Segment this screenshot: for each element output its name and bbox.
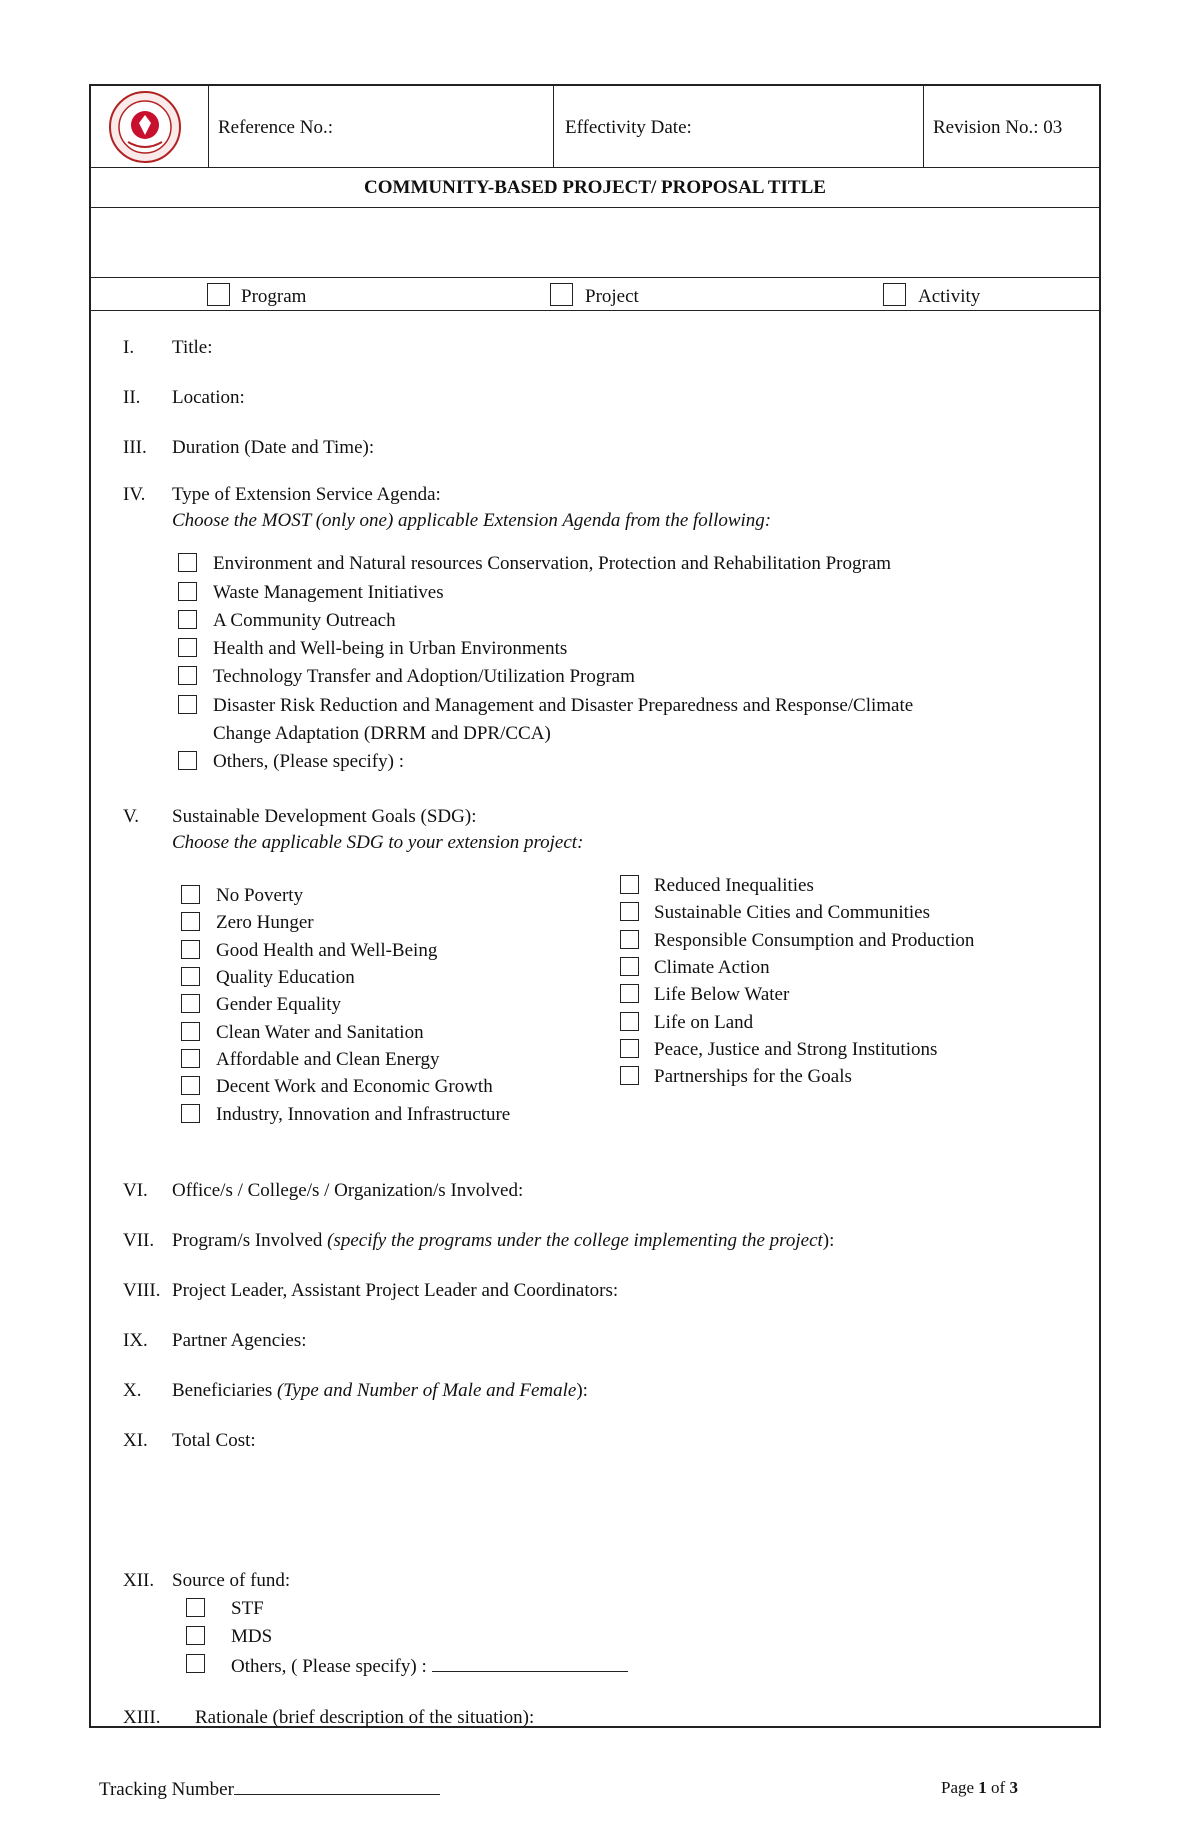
- source-of-fund-label: Source of fund:: [172, 1570, 291, 1591]
- reference-no-label: Reference No.:: [218, 117, 333, 138]
- sdg-option: Responsible Consumption and Production: [654, 930, 975, 951]
- agenda-checkbox[interactable]: [178, 638, 197, 657]
- sdg-option: Life Below Water: [654, 984, 790, 1005]
- sdg-option: Zero Hunger: [216, 912, 314, 933]
- sdg-option: Gender Equality: [216, 994, 342, 1015]
- sdg-checkbox[interactable]: [620, 930, 639, 949]
- agenda-instruction: Choose the MOST (only one) applicable Extension Agenda from the following:: [172, 510, 772, 531]
- divider: [89, 207, 1101, 208]
- sdg-option: Decent Work and Economic Growth: [216, 1076, 493, 1097]
- sdg-option: Industry, Innovation and Infrastructure: [216, 1104, 511, 1125]
- section-number: XI.: [123, 1430, 148, 1451]
- sdg-checkbox[interactable]: [181, 1076, 200, 1095]
- sdg-checkbox[interactable]: [181, 967, 200, 986]
- divider: [553, 84, 554, 168]
- sdg-checkbox[interactable]: [620, 1012, 639, 1031]
- divider: [89, 167, 1101, 168]
- sdg-checkbox[interactable]: [181, 994, 200, 1013]
- effectivity-date-label: Effectivity Date:: [565, 117, 692, 138]
- section-number: II.: [123, 387, 141, 408]
- sdg-checkbox[interactable]: [620, 1039, 639, 1058]
- sdg-option: Sustainable Cities and Communities: [654, 902, 931, 923]
- agenda-option: Disaster Risk Reduction and Management and Disaster Preparedness and Response/Climate: [213, 695, 914, 716]
- agenda-checkbox[interactable]: [178, 695, 197, 714]
- sdg-checkbox[interactable]: [181, 912, 200, 931]
- agenda-option: Waste Management Initiatives: [213, 582, 444, 603]
- divider: [923, 84, 924, 168]
- sdg-checkbox[interactable]: [620, 902, 639, 921]
- proposal-title-field[interactable]: [91, 209, 1099, 275]
- divider: [89, 310, 1101, 311]
- sdg-checkbox[interactable]: [620, 984, 639, 1003]
- agenda-option: Health and Well-being in Urban Environments: [213, 638, 568, 659]
- duration-field-label: Duration (Date and Time):: [172, 437, 375, 458]
- fund-option: Others, ( Please specify) :: [231, 1653, 628, 1679]
- sdg-checkbox[interactable]: [181, 1104, 200, 1123]
- form-title: COMMUNITY-BASED PROJECT/ PROPOSAL TITLE: [364, 177, 826, 198]
- agenda-checkbox[interactable]: [178, 553, 197, 572]
- partner-agencies-label: Partner Agencies:: [172, 1330, 307, 1351]
- project-checkbox[interactable]: [550, 283, 573, 306]
- sdg-checkbox[interactable]: [181, 940, 200, 959]
- agenda-option-continued: Change Adaptation (DRRM and DPR/CCA): [213, 723, 551, 744]
- activity-label: Activity: [918, 286, 981, 307]
- tracking-number-label: Tracking Number: [99, 1776, 440, 1802]
- revision-no-label: Revision No.: 03: [933, 117, 1063, 138]
- section-number: VII.: [123, 1230, 155, 1251]
- offices-field-label: Office/s / College/s / Organization/s Involved:: [172, 1180, 524, 1201]
- sdg-option: Life on Land: [654, 1012, 754, 1033]
- program-label: Program: [241, 286, 307, 307]
- agenda-option: A Community Outreach: [213, 610, 396, 631]
- sdg-option: Quality Education: [216, 967, 355, 988]
- section-number: III.: [123, 437, 147, 458]
- divider: [89, 277, 1101, 278]
- activity-checkbox[interactable]: [883, 283, 906, 306]
- section-number: XII.: [123, 1570, 155, 1591]
- tracking-number-input[interactable]: [234, 1776, 440, 1795]
- section-number: I.: [123, 337, 135, 358]
- fund-others-input[interactable]: [432, 1653, 628, 1672]
- sdg-option: Reduced Inequalities: [654, 875, 814, 896]
- sdg-checkbox[interactable]: [181, 1022, 200, 1041]
- section-number: XIII.: [123, 1707, 161, 1728]
- page-number: Page 1 of 3: [941, 1778, 1018, 1797]
- agenda-option: Others, (Please specify) :: [213, 751, 404, 772]
- sdg-checkbox[interactable]: [620, 957, 639, 976]
- fund-others-checkbox[interactable]: [186, 1654, 205, 1673]
- project-leader-label: Project Leader, Assistant Project Leader and Coordinators:: [172, 1280, 619, 1301]
- agenda-section-label: Type of Extension Service Agenda:: [172, 484, 441, 505]
- section-number: V.: [123, 806, 140, 827]
- agenda-option: Technology Transfer and Adoption/Utilization Program: [213, 666, 635, 687]
- beneficiaries-label: Beneficiaries (Type and Number of Male and Female):: [172, 1380, 588, 1401]
- sdg-option: Partnerships for the Goals: [654, 1066, 852, 1087]
- fund-mds-checkbox[interactable]: [186, 1626, 205, 1645]
- section-number: VIII.: [123, 1280, 161, 1301]
- sdg-option: Good Health and Well-Being: [216, 940, 438, 961]
- total-cost-label: Total Cost:: [172, 1430, 256, 1451]
- agenda-checkbox[interactable]: [178, 610, 197, 629]
- section-number: X.: [123, 1380, 142, 1401]
- fund-stf-checkbox[interactable]: [186, 1598, 205, 1617]
- location-field-label: Location:: [172, 387, 245, 408]
- university-seal-icon: [108, 90, 182, 164]
- sdg-option: No Poverty: [216, 885, 304, 906]
- sdg-instruction: Choose the applicable SDG to your extension project:: [172, 832, 584, 853]
- fund-option: STF: [231, 1598, 264, 1619]
- agenda-checkbox[interactable]: [178, 666, 197, 685]
- title-field-label: Title:: [172, 337, 213, 358]
- sdg-section-label: Sustainable Development Goals (SDG):: [172, 806, 477, 827]
- section-number: VI.: [123, 1180, 148, 1201]
- agenda-checkbox[interactable]: [178, 582, 197, 601]
- agenda-others-checkbox[interactable]: [178, 751, 197, 770]
- section-number: IX.: [123, 1330, 148, 1351]
- programs-involved-label: Program/s Involved (specify the programs under the college implementing the project):: [172, 1230, 835, 1251]
- section-number: IV.: [123, 484, 146, 505]
- sdg-option: Peace, Justice and Strong Institutions: [654, 1039, 938, 1060]
- program-checkbox[interactable]: [207, 283, 230, 306]
- rationale-label: Rationale (brief description of the situation):: [195, 1707, 535, 1728]
- sdg-checkbox[interactable]: [620, 875, 639, 894]
- sdg-checkbox[interactable]: [181, 1049, 200, 1068]
- fund-option: MDS: [231, 1626, 273, 1647]
- project-label: Project: [585, 286, 639, 307]
- sdg-option: Affordable and Clean Energy: [216, 1049, 440, 1070]
- sdg-option: Clean Water and Sanitation: [216, 1022, 424, 1043]
- sdg-option: Climate Action: [654, 957, 770, 978]
- divider: [208, 84, 209, 168]
- sdg-checkbox[interactable]: [181, 885, 200, 904]
- agenda-option: Environment and Natural resources Conservation, Protection and Rehabilitation Program: [213, 553, 892, 574]
- sdg-checkbox[interactable]: [620, 1066, 639, 1085]
